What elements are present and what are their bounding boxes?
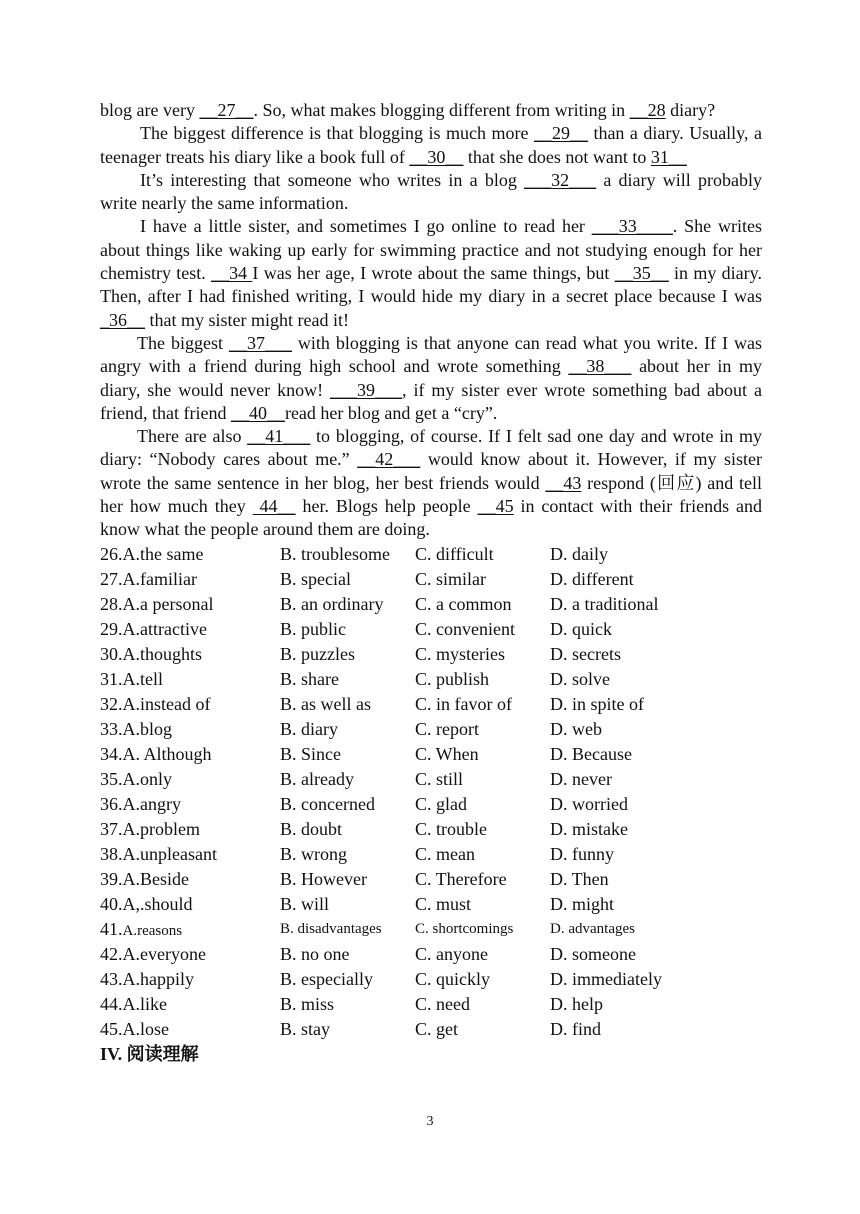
option-b: B. concerned [280,793,375,814]
option-b: B. an ordinary [280,593,384,614]
option-row-33 [100,717,762,742]
text: blog are very [100,100,200,120]
option-b: B. especially [280,968,373,989]
option-d: D. daily [550,543,608,564]
text: than a diary. Usually, a teenager treats his diary like a book full of [100,123,762,167]
option-d: D. worried [550,793,628,814]
option-d: D. help [550,993,603,1014]
option-row-34 [100,742,762,767]
option-a: 30.A.thoughts [100,643,203,664]
option-a: 40.A,.should [100,893,193,914]
option-d: D. a traditional [550,593,659,614]
blank-35: __35__ [614,263,669,284]
option-d: D. immediately [550,968,662,989]
option-b: B. special [280,568,351,589]
option-c: C. When [415,743,479,764]
option-a [100,917,280,942]
option-a: 35.A.only [100,768,172,789]
option-b: B. stay [280,1018,331,1039]
option-b: B. Since [280,743,341,764]
text: . She writes about things like waking up early for swimming practice and not studying enough for her chemistry test. [100,216,762,284]
option-row-39 [100,867,762,892]
option-c: C. must [415,893,472,914]
blank-41: __41___ [247,426,311,447]
option-row-28 [100,592,762,617]
option-c: C. similar [415,568,486,589]
blank-42: __42___ [357,449,421,470]
option-c: C. shortcomings [415,920,514,937]
option-a: 36.A.angry [100,793,181,814]
option-row-43 [100,967,762,992]
blank-36: _36__ [100,309,145,330]
option-row-35 [100,767,762,792]
option-row-42 [100,942,762,967]
option-a: 44.A.like [100,993,167,1014]
option-row-36 [100,792,762,817]
option-d: D. someone [550,943,636,964]
blank-29: __29__ [533,123,588,144]
option-row-38 [100,842,762,867]
option-c: C. need [415,993,470,1014]
option-d: D. different [550,568,634,589]
text: diary? [665,100,716,120]
option-c: C. mean [415,843,475,864]
option-c: C. convenient [415,618,515,639]
passage-paragraph-2 [100,169,762,216]
option-b: B. doubt [280,818,343,839]
option-d: D. solve [550,668,610,689]
option-c: C. in favor of [415,693,512,714]
option-b: B. wrong [280,843,347,864]
option-row-44 [100,992,762,1017]
blank-28: __28 [629,100,666,120]
option-a: 38.A.unpleasant [100,843,217,864]
option-d: D. might [550,893,615,914]
text: There are also [137,426,248,447]
option-a: 27.A.familiar [100,568,197,589]
option-c: C. anyone [415,943,488,964]
option-d: D. quick [550,618,612,639]
blank-44: 44__ [252,496,296,517]
option-d: D. Because [550,743,632,764]
section-heading: IV. 阅读理解 [100,1043,199,1064]
text: read her blog and get a “cry”. [284,402,498,423]
option-d: D. advantages [550,920,635,937]
text: in my diary. Then, after I had finished writing, I would hide my diary in a secret place because I was [100,263,762,307]
option-b: B. puzzles [280,643,355,664]
option-b: B. share [280,668,339,689]
option-c: C. trouble [415,818,487,839]
passage-paragraph-1 [100,122,762,169]
option-b: B. as well as [280,693,371,714]
option-a: 45.A.lose [100,1018,169,1039]
blank-40: __40__ [230,402,285,423]
blank-33: ___33____ [591,216,673,237]
option-c: C. Therefore [415,868,507,889]
option-row-32 [100,692,762,717]
option-c: C. get [415,1018,458,1039]
option-row-31 [100,667,762,692]
text: It’s interesting that someone who writes in a blog [140,169,525,190]
option-c: C. still [415,768,464,789]
option-a: 26.A.the same [100,543,204,564]
option-c: C. a common [415,593,512,614]
option-a: 39.A.Beside [100,868,189,889]
text: would know about it. However, if my sister wrote the same sentence in her blog, her best friends would [100,449,763,493]
option-a: 31.A.tell [100,668,163,689]
option-b: B. no one [280,943,350,964]
option-number: 41. [100,918,123,939]
text: The biggest difference is that blogging is much more [140,123,534,144]
option-d: D. funny [550,843,614,864]
blank-32: ___32___ [524,169,597,190]
option-d: D. web [550,718,602,739]
option-b: B. However [280,868,367,889]
text: . So, what makes blogging different from writing in [253,100,630,120]
text: , if my sister ever wrote something bad about a friend, that friend [100,379,762,423]
passage-paragraph-5 [100,425,762,541]
text: respond (回应) and tell her how much they [100,472,762,517]
option-row-37 [100,817,762,842]
text: to blogging, of course. If I felt sad one day and wrote in my diary: “Nobody cares about me.” [100,426,763,470]
text: The biggest [137,332,229,353]
option-a-text: A.reasons [122,922,183,939]
passage-paragraph-4 [100,332,762,425]
blank-34: __34 [211,263,253,284]
option-b: B. disadvantages [280,920,382,937]
option-a: 29.A.attractive [100,618,207,639]
option-row-30 [100,642,762,667]
passage-paragraph-3 [100,215,762,331]
blank-43: __43 [545,472,582,493]
option-row-26 [100,542,762,567]
option-a: 43.A.happily [100,968,194,989]
option-b: B. miss [280,993,335,1014]
option-b: B. troublesome [280,543,390,564]
option-c: C. glad [415,793,467,814]
blank-45: __45 [477,496,514,517]
option-row-40 [100,892,762,917]
text: a diary will probably write nearly the same information. [100,169,763,214]
option-a: 37.A.problem [100,818,200,839]
passage-paragraph-0 [100,99,762,122]
option-b: B. will [280,893,330,914]
text: that my sister might read it! [145,309,349,330]
worksheet-page [100,99,762,1067]
option-d: D. Then [550,868,609,889]
option-b: B. public [280,618,346,639]
text: her. Blogs help people [295,496,478,517]
page-number: 3 [426,1114,434,1129]
option-c: C. report [415,718,479,739]
text: that she does not want to [463,146,651,167]
text: I have a little sister, and sometimes I go online to read her [140,216,592,237]
option-d: D. never [550,768,612,789]
text: about her in my diary, she would never know! [100,356,762,400]
blank-39: ___39___ [330,379,403,400]
option-c: C. publish [415,668,490,689]
text: I was her age, I wrote about the same things, but [252,263,615,284]
text: in contact with their friends and know what the people around them are doing. [100,496,763,540]
option-d: D. mistake [550,818,628,839]
option-a: 28.A.a personal [100,593,214,614]
blank-27: __27__ [199,100,254,120]
blank-37: __37___ [228,332,292,353]
option-row-45 [100,1017,762,1042]
option-a: 32.A.instead of [100,693,211,714]
blank-38: __38___ [568,356,632,377]
option-a: 34.A. Although [100,743,212,764]
option-d: D. in spite of [550,693,644,714]
option-c: C. quickly [415,968,490,989]
option-b: B. diary [280,718,338,739]
blank-30: __30__ [409,146,464,167]
option-d: D. secrets [550,643,621,664]
option-c: C. mysteries [415,643,505,664]
option-a: 42.A.everyone [100,943,206,964]
blank-31: 31__ [650,146,687,167]
option-a: 33.A.blog [100,718,172,739]
option-c: C. difficult [415,543,494,564]
option-row-29 [100,617,762,642]
option-row-27 [100,567,762,592]
option-b: B. already [280,768,354,789]
option-d: D. find [550,1018,601,1039]
text: with blogging is that anyone can read what you write. If I was angry with a friend during high school and wrote something [100,332,762,377]
option-row-41 [100,917,762,942]
options-list [100,542,762,1042]
